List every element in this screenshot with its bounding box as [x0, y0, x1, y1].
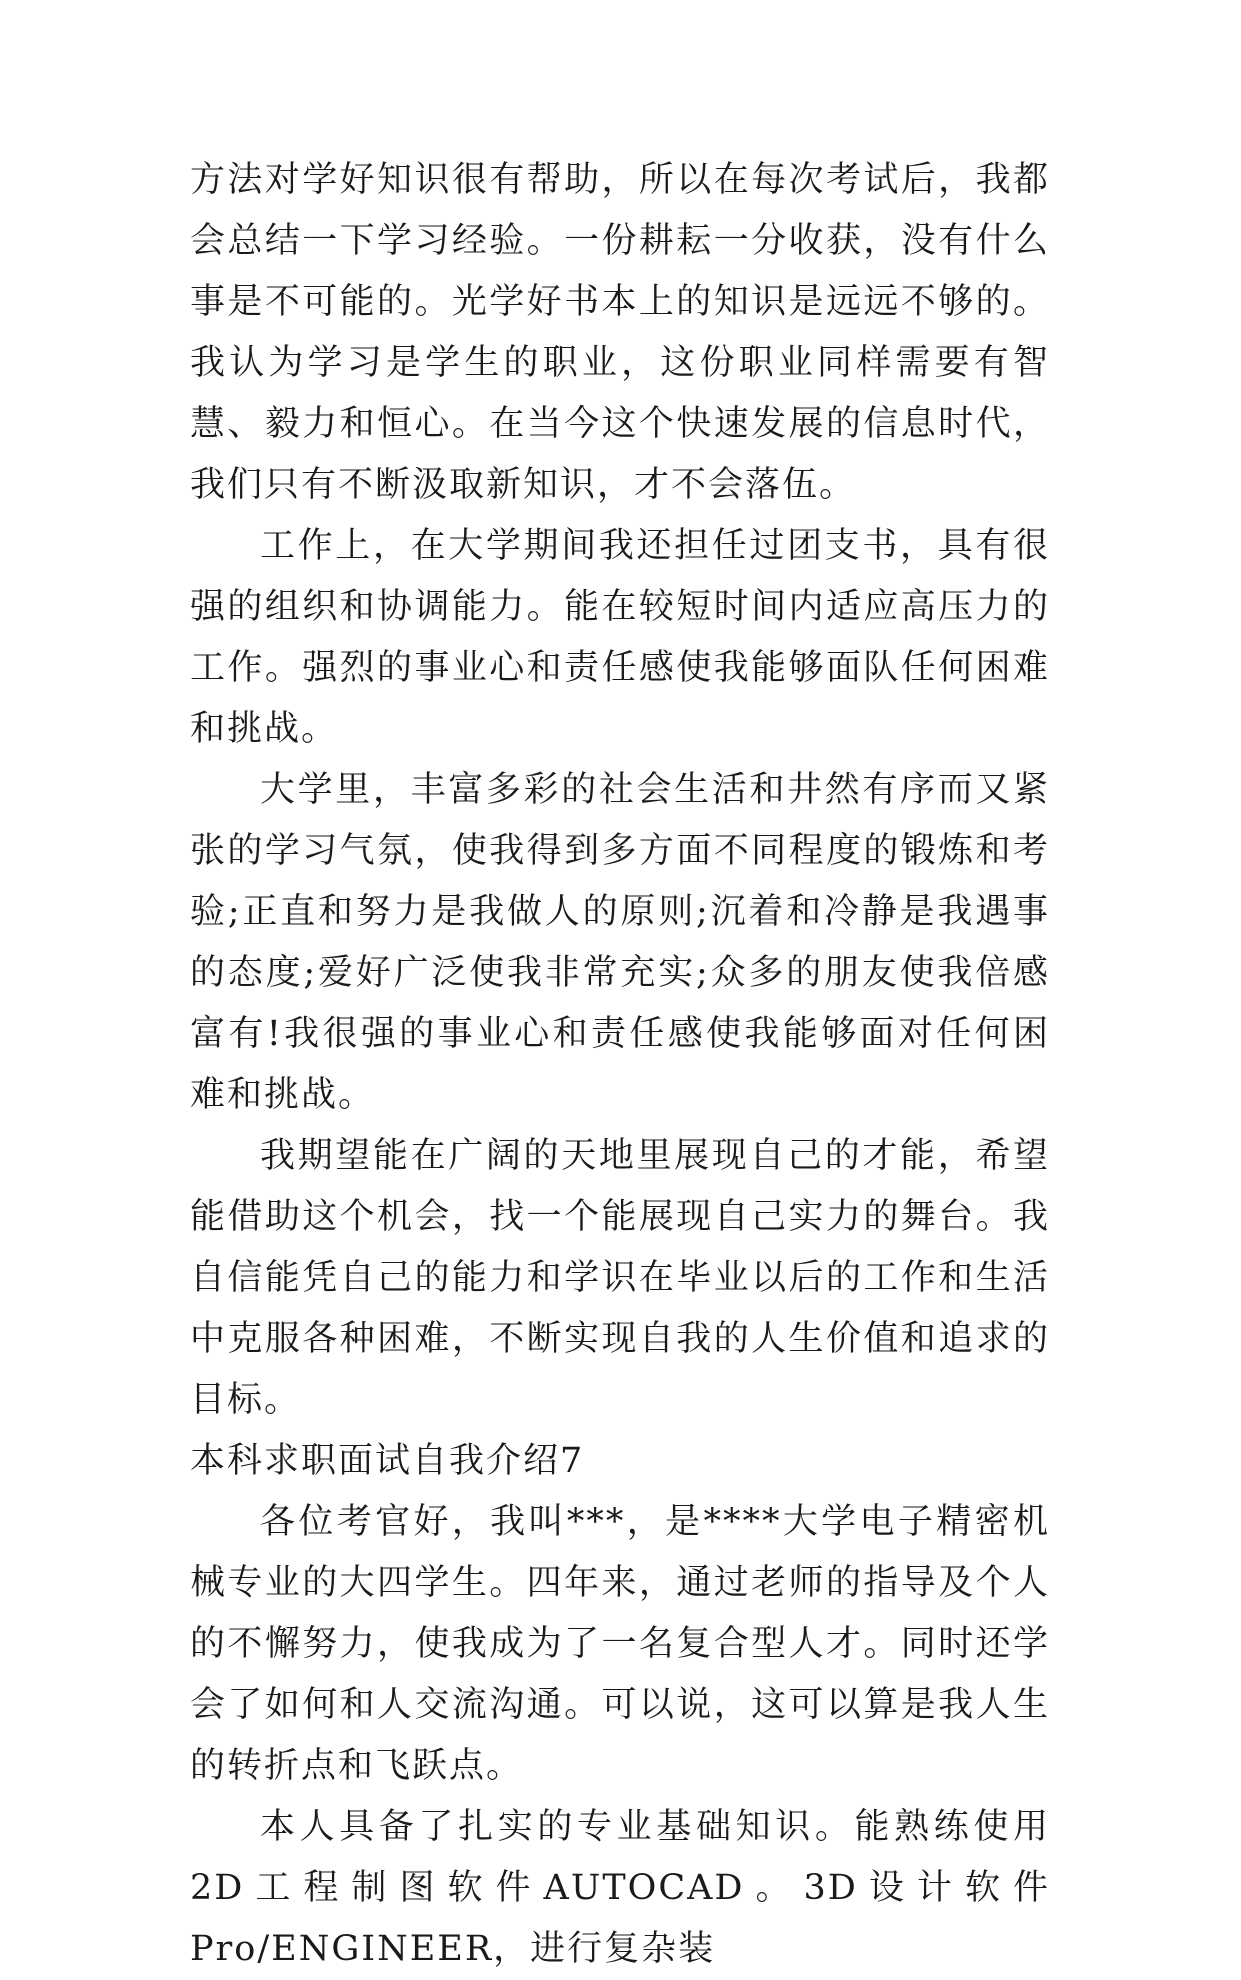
paragraph-2: 工作上，在大学期间我还担任过团支书，具有很强的组织和协调能力。能在较短时间内适应高压力的工作。强烈的事业心和责任感使我能够面队任何困难和挑战。: [190, 526, 1050, 749]
paragraph-3: 大学里，丰富多彩的社会生活和井然有序而又紧张的学习气氛，使我得到多方面不同程度的锻炼和考验;正直和努力是我做人的原则;沉着和冷静是我遇事的态度;爱好广泛使我非常充实;众多的朋友使我倍感富有!我很强的事业心和责任感使我能够面对任何困难和挑战。: [190, 770, 1050, 1115]
paragraph-4: 我期望能在广阔的天地里展现自己的才能，希望能借助这个机会，找一个能展现自己实力的舞台。我自信能凭自己的能力和学识在毕业以后的工作和生活中克服各种困难，不断实现自我的人生价值和追求的目标。: [190, 1136, 1050, 1420]
paragraph-6: 本人具备了扎实的专业基础知识。能熟练使用2D工程制图软件AUTOCAD。3D设计软件Pro/ENGINEER，进行复杂装: [190, 1807, 1050, 1969]
paragraph-5: 各位考官好，我叫***，是****大学电子精密机械专业的大四学生。四年来，通过老师的指导及个人的不懈努力，使我成为了一名复合型人才。同时还学会了如何和人交流沟通。可以说，这可以算是我人生的转折点和飞跃点。: [190, 1502, 1050, 1786]
paragraph-1: 方法对学好知识很有帮助，所以在每次考试后，我都会总结一下学习经验。一份耕耘一分收获，没有什么事是不可能的。光学好书本上的知识是远远不够的。我认为学习是学生的职业，这份职业同样需要有智慧、毅力和恒心。在当今这个快速发展的信息时代，我们只有不断汲取新知识，才不会落伍。: [190, 160, 1050, 505]
section-heading: 本科求职面试自我介绍7: [190, 1441, 585, 1481]
document-body: [190, 150, 1050, 1980]
